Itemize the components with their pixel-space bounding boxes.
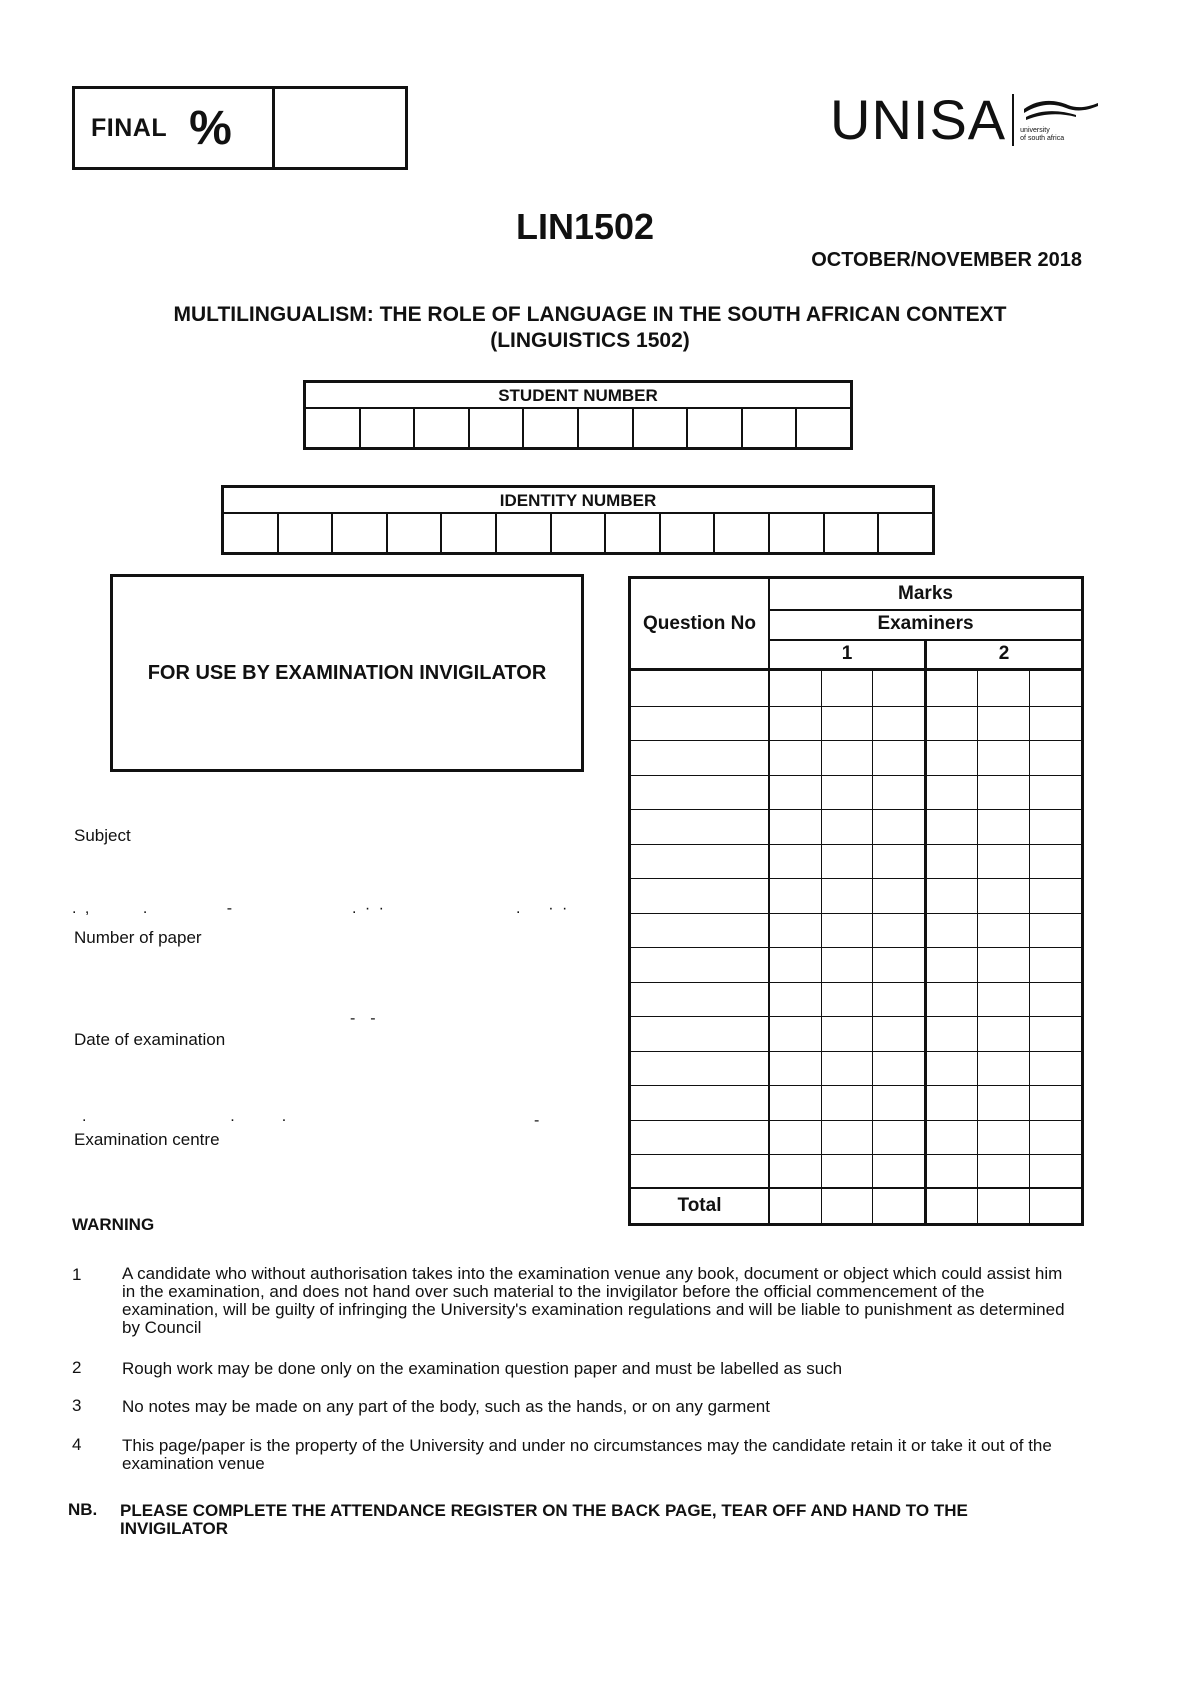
table-line [631, 775, 1081, 776]
dotted-line: . . . [82, 1108, 289, 1125]
student-number-digit[interactable] [306, 409, 361, 447]
student-number-label: STUDENT NUMBER [306, 383, 850, 409]
final-label-cell [75, 89, 275, 167]
identity-number-digit[interactable] [770, 514, 825, 552]
table-line [631, 668, 1081, 671]
warning-item-text: Rough work may be done only on the examination question paper and must be labelled as such [122, 1359, 843, 1378]
dotted-line: . , . - [72, 900, 235, 917]
table-line [631, 740, 1081, 741]
invigilator-box-label: FOR USE BY EXAMINATION INVIGILATOR [147, 661, 547, 684]
student-number-digit[interactable] [470, 409, 525, 447]
final-percentage-box [72, 86, 408, 170]
identity-number-digit[interactable] [333, 514, 388, 552]
examination-centre-label: Examination centre [74, 1130, 220, 1149]
table-line [631, 982, 1081, 983]
student-number-digit[interactable] [797, 409, 850, 447]
student-number-digit[interactable] [415, 409, 470, 447]
table-line [631, 844, 1081, 845]
identity-number-digit[interactable] [661, 514, 716, 552]
table-line [631, 947, 1081, 948]
identity-number-digit[interactable] [715, 514, 770, 552]
identity-number-digit[interactable] [606, 514, 661, 552]
paper-title-line1: MULTILINGUALISM: THE ROLE OF LANGUAGE IN THE SOUTH AFRICAN CONTEXT [173, 303, 1007, 326]
identity-number-digit[interactable] [224, 514, 279, 552]
warning-item-number: 1 [72, 1265, 82, 1284]
identity-number-digit[interactable] [442, 514, 497, 552]
warning-item-text: This page/paper is the property of the University and under no circumstances may the candidate retain it or take it out of the examination venue [122, 1436, 1052, 1473]
student-number-digit[interactable] [579, 409, 634, 447]
table-line [768, 609, 1081, 611]
invigilator-box [110, 574, 584, 772]
paper-title [100, 302, 1080, 354]
total-label: Total [677, 1195, 722, 1216]
final-label: FINAL [91, 113, 168, 142]
logo-subtitle-line1: university [1020, 127, 1050, 134]
table-line [631, 1085, 1081, 1086]
student-number-digit[interactable] [688, 409, 743, 447]
table-line [631, 878, 1081, 879]
identity-number-digit[interactable] [552, 514, 607, 552]
unisa-logo [830, 88, 1100, 151]
identity-number-label: IDENTITY NUMBER [224, 488, 932, 514]
nb-label: NB. [68, 1500, 98, 1519]
identity-number-grid [221, 485, 935, 555]
table-line [631, 1120, 1081, 1121]
logo-separator [1012, 94, 1014, 146]
exam-period: OCTOBER/NOVEMBER 2018 [811, 249, 1082, 271]
student-number-digit[interactable] [634, 409, 689, 447]
warning-item-number: 3 [72, 1396, 82, 1415]
examiner-1-header: 1 [841, 643, 853, 664]
warning-item-number: 4 [72, 1435, 82, 1454]
date-of-examination-label: Date of examination [74, 1030, 226, 1049]
identity-number-cells [224, 514, 932, 552]
dotted-line: - [534, 1112, 542, 1129]
logo-wave-icon [1020, 97, 1100, 127]
dotted-line: . · · [352, 900, 386, 917]
identity-number-digit[interactable] [825, 514, 880, 552]
subject-label: Subject [74, 826, 131, 845]
student-number-digit[interactable] [524, 409, 579, 447]
table-line [631, 1016, 1081, 1017]
table-line [631, 1154, 1081, 1155]
identity-number-digit[interactable] [497, 514, 552, 552]
identity-number-digit[interactable] [388, 514, 443, 552]
question-no-header: Question No [643, 613, 756, 634]
student-number-grid [303, 380, 853, 450]
examiners-header: Examiners [877, 613, 974, 634]
course-code: LIN1502 [515, 206, 655, 247]
marks-table [628, 576, 1084, 1226]
number-of-paper-label: Number of paper [74, 928, 202, 947]
dotted-line: . · · [516, 900, 570, 917]
warning-item-text: A candidate who without authorisation takes into the examination venue any book, document or object which could assist him in the examination, and does not hand over such material to the invigilator before the official commencement of the examination, will be guilty of infringing the University's examination regulations and will be liable to punishment as determined by Council [122, 1264, 1065, 1337]
dotted-line: - - [350, 1010, 378, 1027]
warning-item-number: 2 [72, 1358, 82, 1377]
logo-wordmark: UNISA [830, 88, 1007, 151]
table-line [631, 913, 1081, 914]
student-number-cells [306, 409, 850, 447]
paper-title-line2: (LINGUISTICS 1502) [490, 329, 690, 352]
nb-text: PLEASE COMPLETE THE ATTENDANCE REGISTER ON THE BACK PAGE, TEAR OFF AND HAND TO THE INVIGILATOR [120, 1501, 968, 1538]
identity-number-digit[interactable] [879, 514, 932, 552]
warning-item-text: No notes may be made on any part of the body, such as the hands, or on any garment [122, 1397, 770, 1416]
table-line [631, 706, 1081, 707]
table-line [631, 1051, 1081, 1052]
table-line [924, 639, 927, 1223]
logo-emblem [1020, 97, 1100, 143]
warning-title: WARNING [72, 1215, 155, 1234]
examiner-2-header: 2 [998, 643, 1010, 664]
identity-number-digit[interactable] [279, 514, 334, 552]
percent-symbol: % [189, 101, 232, 155]
table-line [631, 809, 1081, 810]
marks-header: Marks [898, 583, 953, 604]
student-number-digit[interactable] [361, 409, 416, 447]
table-line [631, 1187, 1081, 1189]
final-percentage-input[interactable] [275, 89, 405, 167]
logo-subtitle-line2: of south africa [1020, 135, 1065, 142]
student-number-digit[interactable] [743, 409, 798, 447]
table-line [768, 579, 770, 1223]
